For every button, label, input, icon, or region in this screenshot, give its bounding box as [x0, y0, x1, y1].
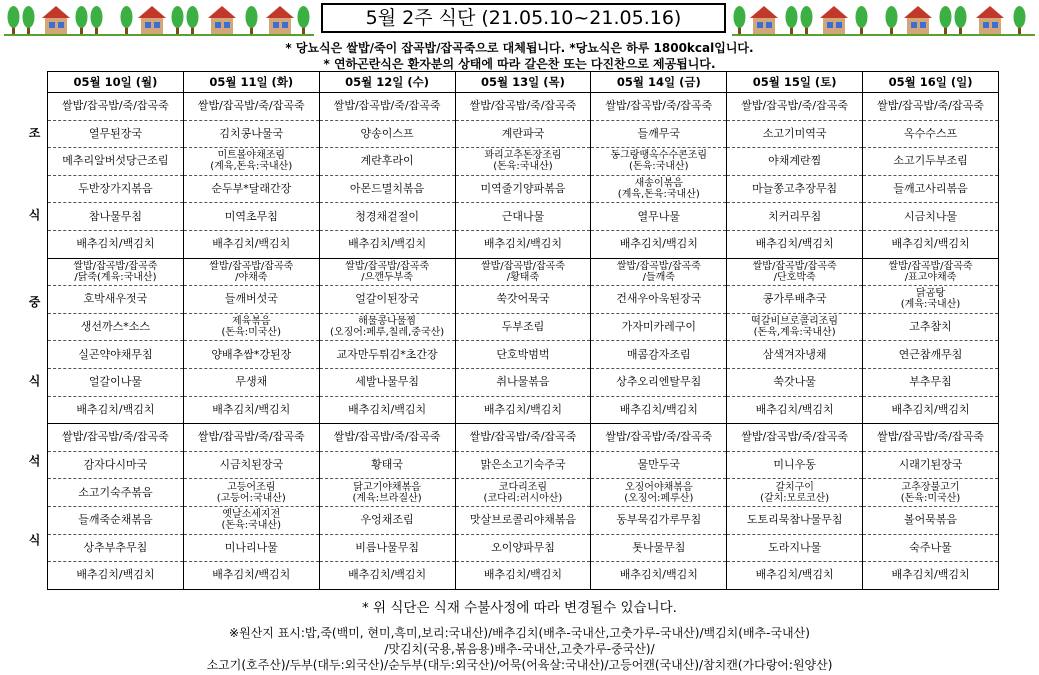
- menu-cell: [48, 258, 184, 286]
- menu-item-line: /들깨죽: [642, 271, 675, 283]
- menu-cell: 쌀밥/잡곡밥/죽/잡곡죽: [727, 93, 863, 121]
- menu-cell: [863, 286, 999, 314]
- menu-cell: [591, 175, 727, 203]
- breakfast-row: [48, 203, 999, 231]
- menu-cell: 배추김치/백김치: [727, 562, 863, 590]
- menu-cell: 배추김치/백김치: [183, 230, 319, 258]
- menu-cell: 우엉채조림: [319, 506, 455, 534]
- menu-cell: 김치콩나물국: [183, 120, 319, 148]
- tree-icon: [121, 6, 133, 34]
- menu-cell: 쌀밥/잡곡밥/죽/잡곡죽: [48, 424, 184, 452]
- menu-cell: 배추김치/백김치: [455, 396, 591, 424]
- menu-item-line: 쌀밥/잡곡밥/잡곡죽: [888, 260, 973, 272]
- house-icon: [208, 6, 236, 34]
- tree-icon: [856, 6, 868, 34]
- menu-cell: 볼어묵볶음: [863, 506, 999, 534]
- dinner-row: [48, 451, 999, 479]
- menu-cell: 마늘쫑고추장무침: [727, 175, 863, 203]
- menu-cell: 미역줄기양파볶음: [455, 175, 591, 203]
- house-icon: [976, 6, 1004, 34]
- breakfast-row: [48, 148, 999, 176]
- menu-cell: 숙주나물: [863, 534, 999, 562]
- breakfast-row: [48, 93, 999, 121]
- menu-cell: 비름나물무침: [319, 534, 455, 562]
- dinner-row: [48, 506, 999, 534]
- lunch-row: [48, 313, 999, 341]
- menu-cell: 감자다시마국: [48, 451, 184, 479]
- tree-icon: [246, 6, 258, 34]
- lunch-row: [48, 368, 999, 396]
- day-header: 05월 16일 (일): [863, 72, 999, 93]
- menu-cell: 톳나물무침: [591, 534, 727, 562]
- menu-cell: 쌀밥/잡곡밥/죽/잡곡죽: [455, 93, 591, 121]
- house-icon: [42, 6, 70, 34]
- menu-cell: 배추김치/백김치: [48, 562, 184, 590]
- tree-icon: [298, 6, 310, 34]
- menu-cell: 소고기두부조림: [863, 148, 999, 176]
- menu-cell: 배추김치/백김치: [591, 562, 727, 590]
- menu-cell: [319, 479, 455, 507]
- menu-item-line: 코다리조림: [498, 481, 548, 493]
- menu-item-line: 갈치구이: [775, 481, 814, 493]
- menu-cell: 상추부추무침: [48, 534, 184, 562]
- menu-item-line: 미트볼야채조림: [217, 150, 286, 162]
- breakfast-row: [48, 175, 999, 203]
- menu-item-line: 쌀밥/잡곡밥/잡곡죽: [209, 260, 294, 272]
- menu-cell: 시금치나물: [863, 203, 999, 231]
- menu-item-line: 떡갈비브로콜리조림: [751, 316, 839, 328]
- lunch-row: [48, 341, 999, 369]
- tree-icon: [940, 6, 952, 34]
- menu-cell: 계란후라이: [319, 148, 455, 176]
- tree-icon: [187, 6, 199, 34]
- menu-cell: 콩가루배추국: [727, 286, 863, 314]
- menu-item-line: (오징어:페루,칠레,중국산): [330, 327, 445, 339]
- day-header: 05월 10일 (월): [48, 72, 184, 93]
- menu-item-line: (돈육:미국산): [221, 327, 281, 339]
- menu-cell: 단호박범벅: [455, 341, 591, 369]
- menu-item-line: 꽈리고추돈장조림: [484, 150, 562, 162]
- menu-item-line: (계육,돈육:국내산): [617, 189, 700, 201]
- menu-cell: [591, 479, 727, 507]
- menu-cell: [863, 258, 999, 286]
- menu-item-line: 오징어야채볶음: [624, 481, 693, 493]
- menu-cell: 두부조림: [455, 313, 591, 341]
- menu-cell: 매콤감자조림: [591, 341, 727, 369]
- tree-house-decoration-left: [4, 2, 314, 36]
- menu-cell: [183, 148, 319, 176]
- menu-item-line: (고등어:국내산): [216, 492, 286, 504]
- menu-cell: 쌀밥/잡곡밥/죽/잡곡죽: [183, 424, 319, 452]
- menu-cell: 쌀밥/잡곡밥/죽/잡곡죽: [591, 93, 727, 121]
- menu-cell: 미나리나물: [183, 534, 319, 562]
- header-banner: [0, 0, 1039, 40]
- menu-cell: [319, 313, 455, 341]
- menu-cell: 들깨죽순채볶음: [48, 506, 184, 534]
- menu-cell: 도라지나물: [727, 534, 863, 562]
- menu-cell: 얼갈이나물: [48, 368, 184, 396]
- origin-line-1: ※원산지 표시:밥,죽(백미, 현미,흑미,보리:국내산)/배추김치(배추-국내산,고춧가루-국내산)/백김치(배추-국내산): [229, 626, 810, 640]
- menu-cell: 고추참치: [863, 313, 999, 341]
- menu-cell: 치커리무침: [727, 203, 863, 231]
- breakfast-label-1: 조: [28, 126, 41, 140]
- menu-item-line: 고추장불고기: [901, 481, 960, 493]
- menu-cell: 쌀밥/잡곡밥/죽/잡곡죽: [319, 93, 455, 121]
- menu-body: [48, 93, 999, 590]
- menu-cell: 취나물볶음: [455, 368, 591, 396]
- menu-item-line: (계육:국내산): [900, 299, 961, 311]
- menu-cell: 연근참깨무침: [863, 341, 999, 369]
- menu-cell: 가자미카레구이: [591, 313, 727, 341]
- menu-cell: 실곤약야채무침: [48, 341, 184, 369]
- dysphagia-notice: * 연하곤란식은 환자분의 상태에 따라 갈은찬 또는 다진찬으로 제공됩니다.: [323, 57, 716, 71]
- menu-cell: [727, 258, 863, 286]
- menu-cell: 배추김치/백김치: [183, 396, 319, 424]
- menu-cell: [591, 148, 727, 176]
- menu-cell: [183, 313, 319, 341]
- breakfast-row: [48, 230, 999, 258]
- menu-cell: 쌀밥/잡곡밥/죽/잡곡죽: [863, 93, 999, 121]
- lunch-row: [48, 258, 999, 286]
- menu-cell: 배추김치/백김치: [863, 396, 999, 424]
- menu-cell: 호박새우젓국: [48, 286, 184, 314]
- menu-item-line: 쌀밥/잡곡밥/잡곡죽: [480, 260, 565, 272]
- tree-icon: [1014, 6, 1026, 34]
- menu-cell: 생선까스*소스: [48, 313, 184, 341]
- house-icon: [904, 6, 932, 34]
- breakfast-label-2: 식: [28, 208, 41, 222]
- dinner-row: [48, 534, 999, 562]
- menu-item-line: (돈육:국내산): [221, 520, 281, 532]
- menu-cell: 얼갈이된장국: [319, 286, 455, 314]
- menu-cell: 배추김치/백김치: [319, 562, 455, 590]
- menu-item-line: (돈육:국내산): [629, 161, 689, 173]
- menu-cell: 쑥갓나물: [727, 368, 863, 396]
- lunch-label-1: 중: [28, 295, 41, 309]
- day-header: 05월 11일 (화): [183, 72, 319, 93]
- menu-cell: 삼색겨자냉채: [727, 341, 863, 369]
- menu-cell: 쌀밥/잡곡밥/죽/잡곡죽: [863, 424, 999, 452]
- menu-cell: [455, 479, 591, 507]
- menu-cell: 메추리알버섯당근조림: [48, 148, 184, 176]
- day-header: 05월 15일 (토): [727, 72, 863, 93]
- day-header: 05월 13일 (목): [455, 72, 591, 93]
- tree-icon: [23, 6, 35, 34]
- house-icon: [266, 6, 294, 34]
- menu-cell: 순두부*달래간장: [183, 175, 319, 203]
- menu-item-line: 해물콩나물찜: [358, 316, 417, 328]
- menu-cell: 근대나물: [455, 203, 591, 231]
- dinner-label-2: 식: [28, 533, 41, 547]
- menu-cell: 건새우아욱된장국: [591, 286, 727, 314]
- menu-cell: 맛살브로콜리야채볶음: [455, 506, 591, 534]
- menu-cell: 들깨버섯국: [183, 286, 319, 314]
- menu-cell: 소고기숙주볶음: [48, 479, 184, 507]
- menu-cell: 배추김치/백김치: [48, 230, 184, 258]
- menu-cell: 참나물무침: [48, 203, 184, 231]
- menu-item-line: /표고야채죽: [904, 271, 957, 283]
- menu-cell: 배추김치/백김치: [455, 230, 591, 258]
- dinner-row: [48, 479, 999, 507]
- menu-item-line: (돈육,계육:국내산): [753, 327, 836, 339]
- menu-cell: 쌀밥/잡곡밥/죽/잡곡죽: [183, 93, 319, 121]
- menu-cell: 아몬드멸치볶음: [319, 175, 455, 203]
- menu-cell: 배추김치/백김치: [591, 230, 727, 258]
- menu-cell: 옥수수스프: [863, 120, 999, 148]
- menu-item-line: (계육,돈육:국내산): [210, 161, 293, 173]
- menu-item-line: (코다리:러시아산): [483, 492, 563, 504]
- menu-cell: 배추김치/백김치: [863, 230, 999, 258]
- menu-cell: [319, 258, 455, 286]
- menu-item-line: (돈육:국내산): [493, 161, 553, 173]
- menu-cell: 계란파국: [455, 120, 591, 148]
- tree-house-decoration-right: [732, 2, 1035, 36]
- house-icon: [750, 6, 778, 34]
- menu-item-line: /야채죽: [235, 271, 268, 283]
- menu-item-line: (오징어:페루산): [624, 492, 694, 504]
- origin-line-2: /맛김치(국용,볶음용)배추-국내산,고춧가루-중국산)/: [384, 642, 655, 656]
- menu-cell: 시금치된장국: [183, 451, 319, 479]
- lunch-label-2: 식: [28, 374, 41, 388]
- menu-cell: 야채계란찜: [727, 148, 863, 176]
- dinner-row: [48, 562, 999, 590]
- menu-cell: 시래기된장국: [863, 451, 999, 479]
- house-icon: [138, 6, 166, 34]
- menu-cell: 쌀밥/잡곡밥/죽/잡곡죽: [727, 424, 863, 452]
- menu-item-line: 새송이볶음: [634, 178, 683, 190]
- origin-line-3: 소고기(호주산)/두부(대두:외국산)/순두부(대두:외국산)/어묵(어육살:국내산)/고등어캔(국내산)/참치캔(가다랑어:원양산): [206, 658, 833, 672]
- tree-icon: [886, 6, 898, 34]
- menu-cell: 오이양파무침: [455, 534, 591, 562]
- menu-item-line: /닭죽(계육:국내산): [74, 271, 157, 283]
- menu-cell: 동부묵김가루무침: [591, 506, 727, 534]
- menu-cell: 물만두국: [591, 451, 727, 479]
- lunch-row: [48, 396, 999, 424]
- menu-item-line: 쌀밥/잡곡밥/잡곡죽: [345, 260, 430, 272]
- menu-item-line: 옛날소세지전: [222, 509, 281, 521]
- menu-cell: 맑은소고기숙주국: [455, 451, 591, 479]
- tree-icon: [734, 6, 746, 34]
- menu-cell: 배추김치/백김치: [183, 562, 319, 590]
- menu-cell: 쌀밥/잡곡밥/죽/잡곡죽: [48, 93, 184, 121]
- menu-cell: 청경채겉절이: [319, 203, 455, 231]
- lunch-row: [48, 286, 999, 314]
- tree-icon: [76, 6, 88, 34]
- menu-item-line: 닭고기야채볶음: [353, 481, 421, 493]
- tree-icon: [91, 6, 103, 34]
- menu-cell: 배추김치/백김치: [48, 396, 184, 424]
- menu-item-line: /단호박죽: [773, 271, 816, 283]
- menu-cell: 상추오리엔탈무침: [591, 368, 727, 396]
- menu-cell: 교자만두튀김*초간장: [319, 341, 455, 369]
- menu-cell: 세발나물무침: [319, 368, 455, 396]
- menu-item-line: /으깬두부죽: [361, 271, 413, 283]
- menu-cell: [455, 258, 591, 286]
- day-header: 05월 14일 (금): [591, 72, 727, 93]
- menu-cell: 미니우동: [727, 451, 863, 479]
- menu-cell: 양배추쌈*강된장: [183, 341, 319, 369]
- menu-cell: 들깨무국: [591, 120, 727, 148]
- menu-cell: 쌀밥/잡곡밥/죽/잡곡죽: [455, 424, 591, 452]
- menu-cell: [727, 313, 863, 341]
- dinner-row: [48, 424, 999, 452]
- day-header: 05월 12일 (수): [319, 72, 455, 93]
- menu-cell: [183, 258, 319, 286]
- menu-cell: 배추김치/백김치: [319, 230, 455, 258]
- menu-cell: 무생채: [183, 368, 319, 396]
- menu-cell: 배추김치/백김치: [455, 562, 591, 590]
- tree-icon: [955, 6, 967, 34]
- menu-item-line: 고등어조림: [227, 481, 276, 493]
- menu-cell: 배추김치/백김치: [319, 396, 455, 424]
- menu-cell: 도토리묵참나물무침: [727, 506, 863, 534]
- menu-item-line: 쌀밥/잡곡밥/잡곡죽: [616, 260, 701, 272]
- menu-cell: 황태국: [319, 451, 455, 479]
- menu-cell: 배추김치/백김치: [863, 562, 999, 590]
- menu-cell: 소고기미역국: [727, 120, 863, 148]
- menu-cell: [727, 479, 863, 507]
- tree-icon: [8, 6, 20, 34]
- menu-item-line: 쌀밥/잡곡밥/잡곡죽: [73, 260, 158, 272]
- menu-cell: 쌀밥/잡곡밥/죽/잡곡죽: [319, 424, 455, 452]
- menu-item-line: 동그랑땡옥수수콘조림: [610, 150, 708, 162]
- menu-cell: 양송이스프: [319, 120, 455, 148]
- change-notice: * 위 식단은 식재 수불사정에 따라 변경될수 있습니다.: [362, 600, 677, 616]
- menu-cell: 두반장가지볶음: [48, 175, 184, 203]
- menu-cell: 쑥갓어묵국: [455, 286, 591, 314]
- breakfast-row: [48, 120, 999, 148]
- menu-item-line: 닭곰탕: [916, 288, 946, 300]
- menu-cell: 쌀밥/잡곡밥/죽/잡곡죽: [591, 424, 727, 452]
- menu-item-line: /황태죽: [506, 271, 540, 283]
- day-header-row: [48, 72, 999, 93]
- menu-item-line: 쌀밥/잡곡밥/잡곡죽: [752, 260, 837, 272]
- menu-item-line: (갈치:모로코산): [760, 492, 830, 504]
- weekly-menu-table: [47, 71, 999, 590]
- tree-icon: [172, 6, 184, 34]
- page-title: 5월 2주 식단 (21.05.10~21.05.16): [321, 3, 726, 33]
- menu-cell: 배추김치/백김치: [727, 396, 863, 424]
- menu-cell: [863, 479, 999, 507]
- menu-item-line: 제육볶음: [231, 316, 271, 328]
- menu-cell: 열무된장국: [48, 120, 184, 148]
- menu-cell: 부추무침: [863, 368, 999, 396]
- menu-cell: [183, 506, 319, 534]
- menu-cell: 배추김치/백김치: [727, 230, 863, 258]
- menu-item-line: (돈육:미국산): [900, 492, 961, 504]
- menu-item-line: (계육:브라질산): [352, 492, 422, 504]
- menu-cell: 들깨고사리볶음: [863, 175, 999, 203]
- menu-cell: [183, 479, 319, 507]
- tree-icon: [801, 6, 813, 34]
- tree-icon: [786, 6, 798, 34]
- menu-cell: [591, 258, 727, 286]
- menu-cell: 미역초무침: [183, 203, 319, 231]
- menu-cell: 배추김치/백김치: [591, 396, 727, 424]
- dinner-label-1: 석: [28, 454, 41, 468]
- menu-cell: [455, 148, 591, 176]
- house-icon: [820, 6, 848, 34]
- menu-cell: 열무나물: [591, 203, 727, 231]
- diabetic-notice: * 당뇨식은 쌀밥/죽이 잡곡밥/잡곡죽으로 대체됩니다. *당뇨식은 하루 1800kcal입니다.: [285, 41, 754, 55]
